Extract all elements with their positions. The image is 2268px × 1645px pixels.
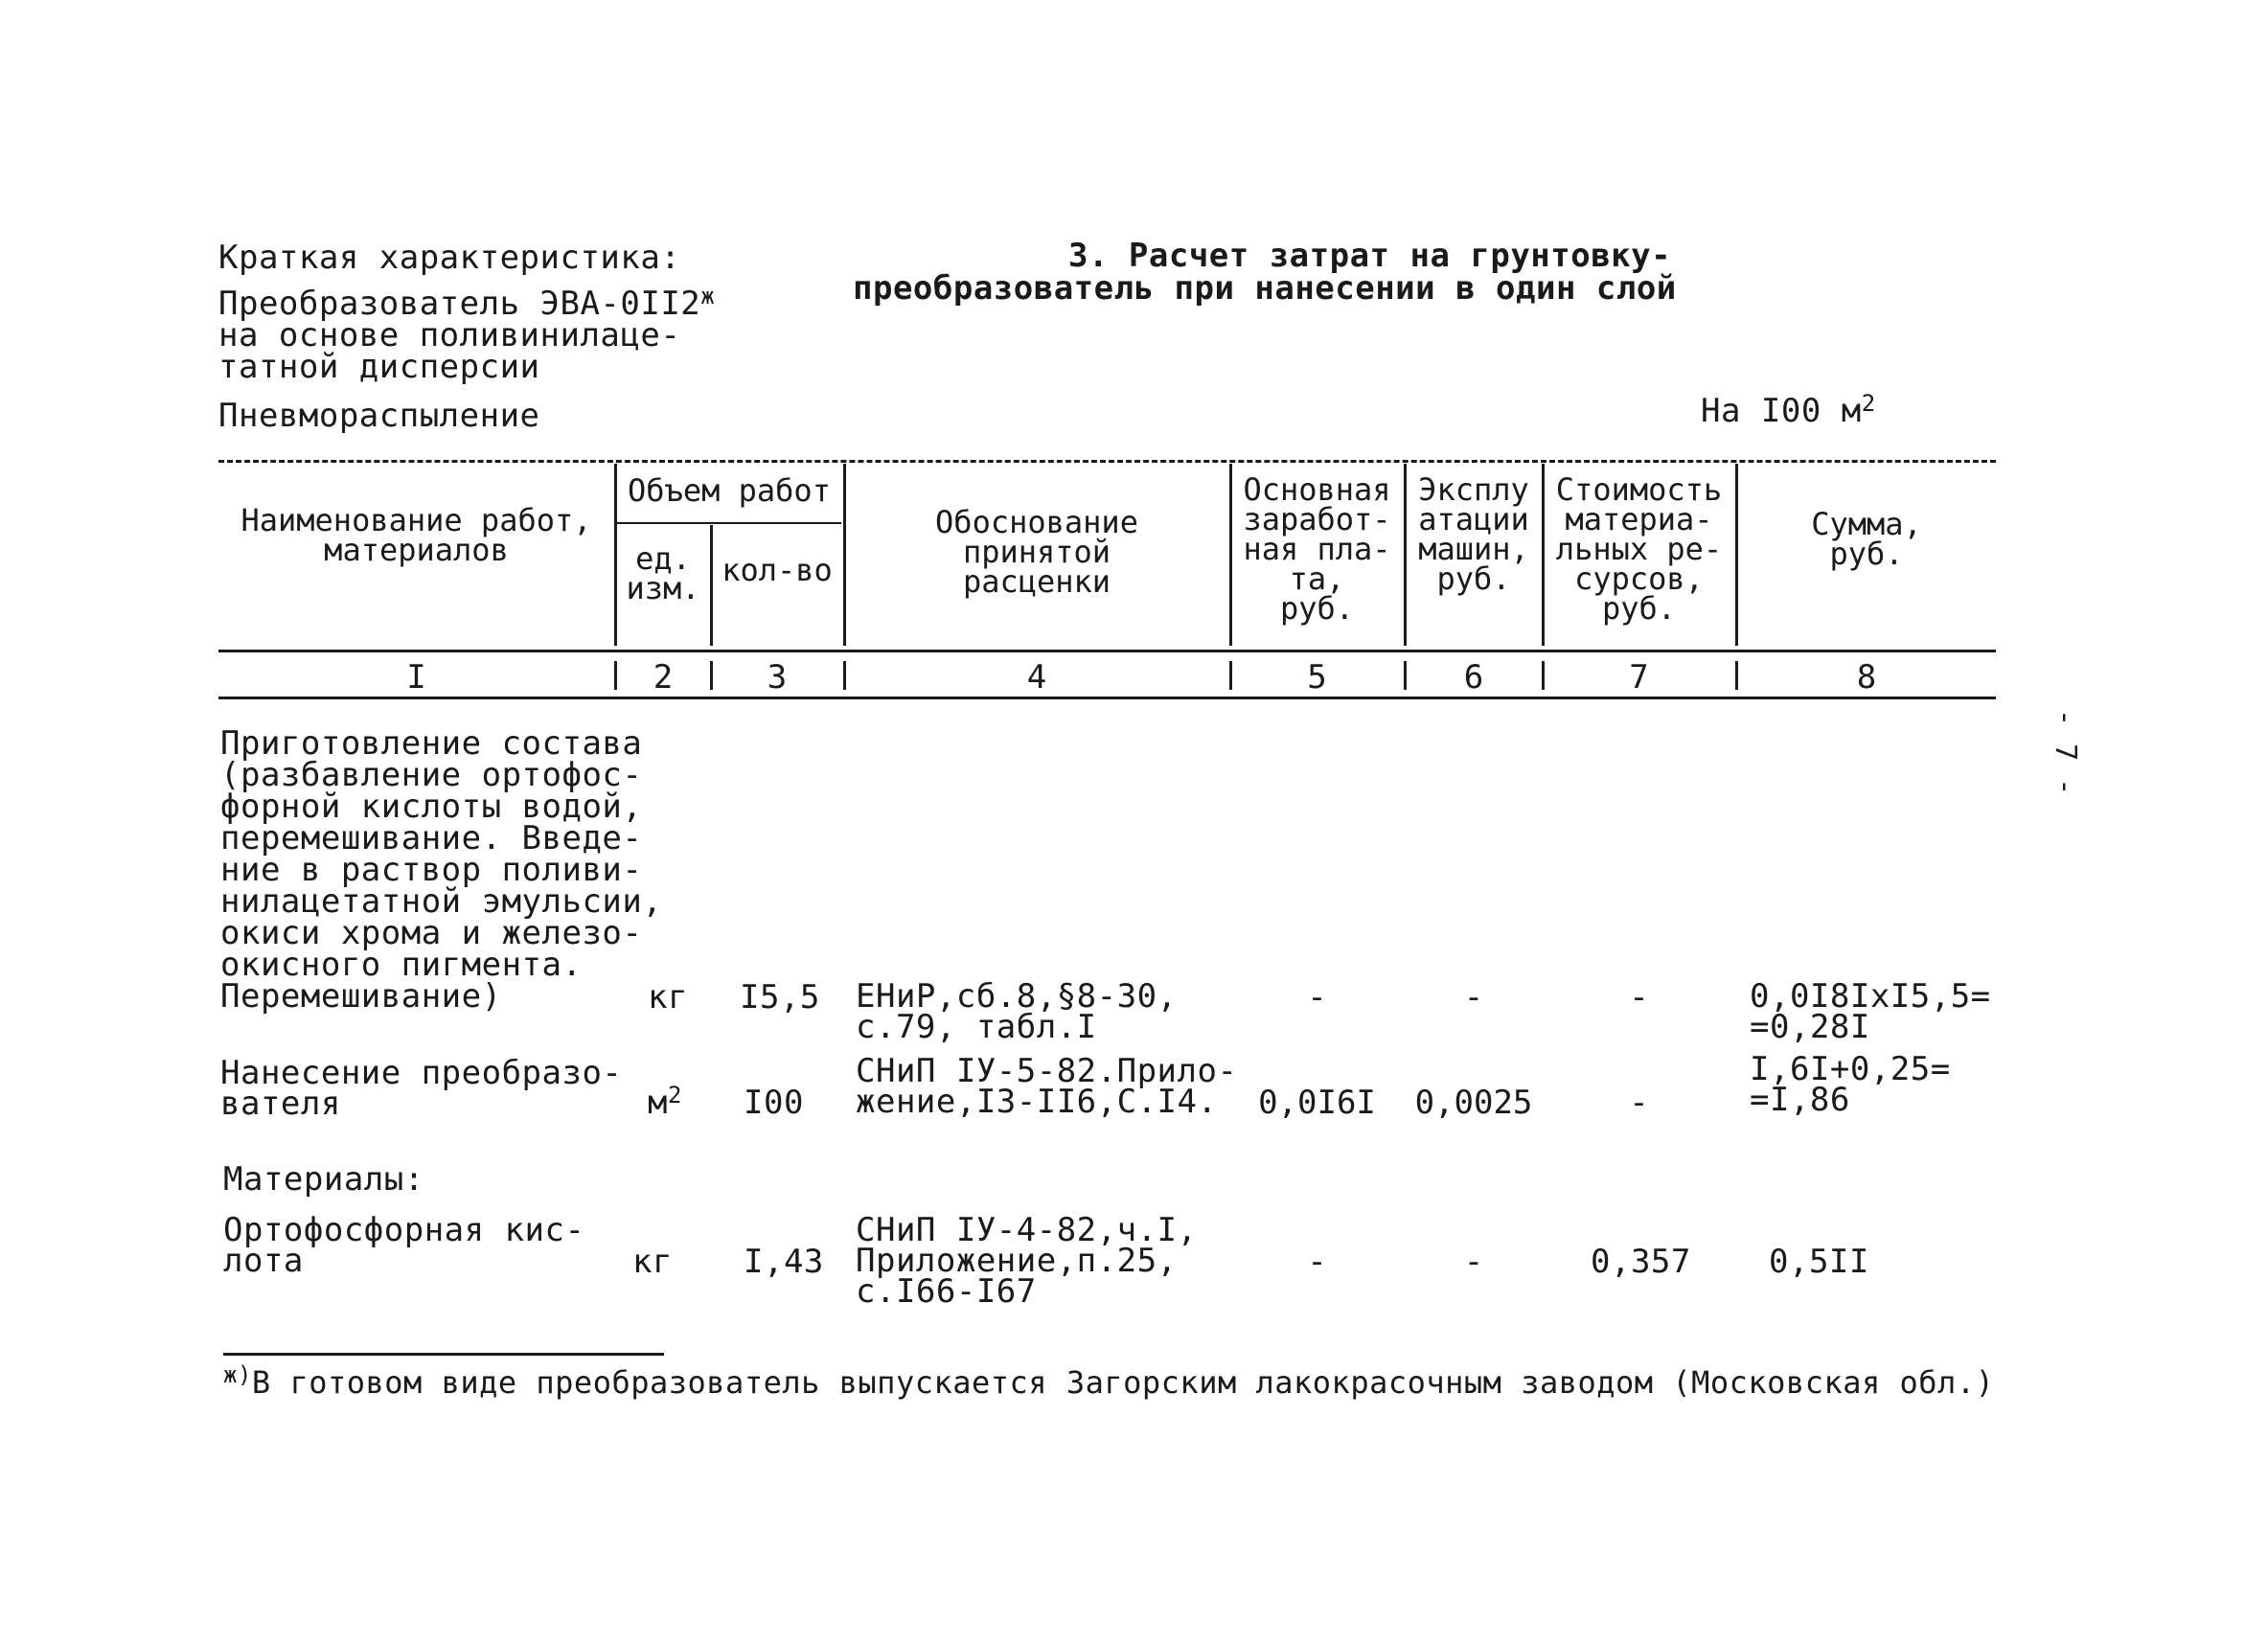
material-row-1-wage: - — [1307, 1243, 1327, 1281]
application-method: Пневмораспыление — [218, 397, 540, 435]
header-volume: Объем работ — [628, 472, 831, 509]
colnum-7: 7 — [1629, 658, 1649, 697]
header-bottom-rule — [218, 650, 1996, 652]
per-unit-sup: 2 — [1861, 390, 1876, 417]
material-row-1-machines: - — [1463, 1243, 1484, 1281]
header-basis: Обоснование принятой расценки — [935, 504, 1138, 600]
material-row-1-materials: 0,357 — [1591, 1243, 1691, 1281]
per-unit-label — [1701, 390, 1876, 430]
header-qty: кол-во — [722, 552, 833, 588]
number-row-rule — [218, 697, 1996, 699]
col-sep-2 — [710, 525, 713, 646]
table-row-1-machines: - — [1463, 978, 1484, 1017]
colnum-3: 3 — [767, 658, 788, 697]
table-row-1-qty: I5,5 — [740, 978, 820, 1017]
summary-label: Краткая характеристика: — [218, 239, 681, 277]
num-sep-2 — [710, 661, 713, 690]
table-row-2-materials: - — [1629, 1084, 1649, 1122]
col-sep-3 — [843, 464, 846, 646]
footnote — [223, 1361, 1995, 1401]
table-row-1-name: Приготовление состава (разбавление ортофос- форной кислоты водой, перемешивание. Введе- ние в раствор поливи- нилацетатной эмульсии, окиси хрома и железо- окисного пигмента. Перемешивание) — [220, 724, 663, 1016]
col-sep-1 — [614, 464, 617, 646]
col-sep-5 — [1404, 464, 1407, 646]
per-unit-text: На I00 м — [1701, 392, 1862, 430]
table-row-2-basis: СНиП IУ-5-82.Прило- жение,I3-II6,С.I4. — [856, 1052, 1238, 1121]
table-row-1-materials: - — [1629, 978, 1649, 1017]
col-sep-7 — [1735, 464, 1738, 646]
col-sep-4 — [1229, 464, 1232, 646]
materials-label: Материалы: — [223, 1160, 424, 1199]
section-title-line1: 3. Расчет затрат на грунтовку- — [1068, 237, 1672, 275]
header-materials: Стоимость материа- льных ре- сурсов, руб. — [1555, 471, 1723, 627]
colnum-1: I — [406, 658, 426, 697]
table-row-1-sum: 0,0I8IxI5,5= =0,28I — [1750, 977, 1991, 1046]
num-sep-3 — [843, 661, 846, 690]
header-unit: ед. изм. — [626, 540, 700, 606]
volume-subheader-rule — [616, 522, 841, 524]
table-row-1-basis: ЕНиР,сб.8,§8-30, с.79, табл.I — [856, 977, 1178, 1046]
table-row-1-unit: кг — [648, 978, 688, 1017]
material-row-1-name: Ортофосфорная кис- лота — [223, 1211, 585, 1280]
colnum-5: 5 — [1307, 658, 1327, 697]
colnum-2: 2 — [653, 658, 674, 697]
table-row-1-wage: - — [1307, 978, 1327, 1017]
material-row-1-qty: I,43 — [744, 1243, 824, 1281]
table-row-2-sum: I,6I+0,25= =I,86 — [1750, 1050, 1951, 1119]
table-row-2-unit — [648, 1082, 682, 1122]
product-name-text: Преобразователь ЭВА-0II2 — [218, 285, 701, 323]
footnote-text: В готовом виде преобразователь выпускается Загорским лакокрасочным заводом (Московская обл.) — [251, 1364, 1995, 1401]
num-sep-1 — [614, 661, 617, 690]
header-wage: Основная заработ- ная пла- та, руб. — [1243, 471, 1391, 627]
section-title-line2: преобразователь при нанесении в один слой — [853, 269, 1677, 308]
colnum-8: 8 — [1856, 658, 1877, 697]
page-marker: - 7 - — [2049, 709, 2082, 796]
product-footnote-mark: ж — [700, 283, 716, 309]
header-name: Наименование работ, материалов — [241, 502, 592, 568]
table-row-2-name: Нанесение преобразо- вателя — [220, 1054, 623, 1123]
table-top-rule — [218, 460, 1996, 463]
num-sep-4 — [1229, 661, 1232, 690]
table-row-2-unit-text: м — [648, 1084, 668, 1122]
num-sep-7 — [1735, 661, 1738, 690]
colnum-6: 6 — [1463, 658, 1484, 697]
footnote-mark: ж) — [223, 1361, 252, 1388]
product-description: на основе поливинилаце- татной дисперсии — [218, 316, 681, 386]
product-name — [218, 283, 716, 323]
colnum-4: 4 — [1026, 658, 1047, 697]
header-machines: Эксплу атации машин, руб. — [1418, 471, 1529, 597]
table-row-2-machines: 0,0025 — [1414, 1084, 1533, 1122]
num-sep-6 — [1542, 661, 1545, 690]
material-row-1-basis: СНиП IУ-4-82,ч.I, Приложение,п.25, с.I66-I67 — [856, 1211, 1198, 1311]
col-sep-6 — [1542, 464, 1545, 646]
table-row-2-wage: 0,0I6I — [1258, 1084, 1376, 1122]
header-sum: Сумма, руб. — [1811, 506, 1922, 572]
material-row-1-unit: кг — [632, 1243, 673, 1281]
num-sep-5 — [1404, 661, 1407, 690]
material-row-1-sum: 0,5II — [1769, 1243, 1869, 1281]
table-row-2-qty: I00 — [744, 1084, 804, 1122]
footnote-rule — [223, 1353, 664, 1356]
table-row-2-unit-sup: 2 — [667, 1082, 682, 1108]
